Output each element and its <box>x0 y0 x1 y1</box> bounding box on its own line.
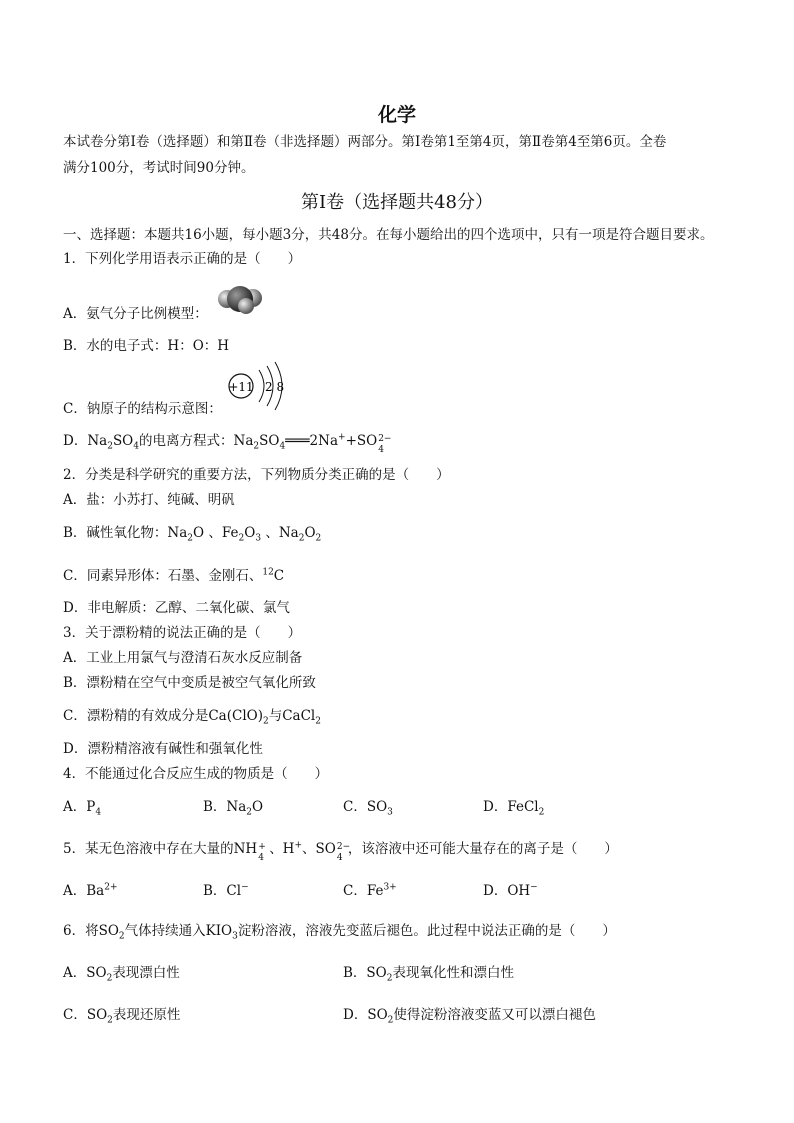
q4-option-a: A．$P_4$ <box>63 799 102 818</box>
page-title: 化学 <box>377 104 416 126</box>
q1-option-d: D．$Na_2SO_4$的电离方程式：$Na_2SO_4═══2Na^++SO$ 2− 4 <box>63 432 392 455</box>
q1-option-b: B．水的电子式：H：O：H <box>63 338 230 354</box>
intro-line-2: 满分100分，考试时间90分钟。 <box>63 160 255 176</box>
q2-option-c: C．同素异形体：石墨、金刚石、$^{12}$C <box>63 567 285 584</box>
q5-stem: 5．某无色溶液中存在大量的NH + 4 、H+、SO 2− 4 ，该溶液中还可能大量存在的离子是（ ） <box>63 840 618 863</box>
q3-option-c: C．漂粉精的有效成分是$Ca(ClO)_2$与CaCl$_2$ <box>63 708 321 727</box>
q6-option-b: B．$SO_2$表现氧化性和漂白性 <box>343 965 514 984</box>
q4-option-b: B．$Na_2O$ <box>203 799 264 818</box>
q5-option-d: D．OH− <box>483 882 538 899</box>
sodium-atom-diagram <box>225 360 295 412</box>
nucleus-label: +11 <box>228 380 254 394</box>
intro-line-1: 本试卷分第Ⅰ卷（选择题）和第Ⅱ卷（非选择题）两部分。第Ⅰ卷第1至第4页，第Ⅱ卷第4至第6页。全卷 <box>63 134 667 150</box>
q2-option-b: B．碱性氧化物：$Na_2O$ 、$Fe_2O_3$ 、$Na_2O_2$ <box>63 525 322 544</box>
ammonia-model-image <box>215 284 265 318</box>
part-heading: 一、选择题：本题共16小题，每小题3分，共48分。在每小题给出的四个选项中，只有一项是符合题目要求。 <box>63 227 714 243</box>
q2-option-a: A．盐：小苏打、纯碱、明矾 <box>63 492 235 508</box>
shell-numbers: 2 8 <box>265 380 285 394</box>
q2-option-d: D．非电解质：乙醇、二氧化碳、氯气 <box>63 600 290 616</box>
q6-option-c: C．$SO_2$表现还原性 <box>63 1007 181 1026</box>
q3-option-d: D．漂粉精溶液有碱性和强氧化性 <box>63 741 263 757</box>
q1-stem: 1．下列化学用语表示正确的是（ ） <box>63 251 302 267</box>
q5-option-c: C．$Fe^{3+}$ <box>343 882 397 899</box>
section-title: 第Ⅰ卷（选择题共48分） <box>300 192 493 213</box>
q4-option-c: C．$SO_3$ <box>343 799 393 818</box>
q6-stem: 6．将$SO_2$气体持续通入$KIO_3$淀粉溶液，溶液先变蓝后褪色。此过程中说法正确的是（ ） <box>63 923 616 942</box>
q3-option-b: B．漂粉精在空气中变质是被空气氧化所致 <box>63 675 316 691</box>
q3-stem: 3．关于漂粉精的说法正确的是（ ） <box>63 625 302 641</box>
q3-option-a: A．工业上用氯气与澄清石灰水反应制备 <box>63 650 303 666</box>
q4-option-d: D．FeCl$_2$ <box>483 799 545 818</box>
q5-option-b: B．Cl− <box>203 882 249 899</box>
q1-option-c: C．钠原子的结构示意图： <box>63 401 222 417</box>
q1-option-a: A．氨气分子比例模型： <box>63 306 208 322</box>
q4-stem: 4．不能通过化合反应生成的物质是（ ） <box>63 766 329 782</box>
q6-option-d: D．$SO_2$使得淀粉溶液变蓝又可以漂白褪色 <box>343 1007 596 1026</box>
q5-option-a: A．$Ba^{2+}$ <box>63 882 118 899</box>
q6-option-a: A．$SO_2$表现漂白性 <box>63 965 180 984</box>
q2-stem: 2．分类是科学研究的重要方法，下列物质分类正确的是（ ） <box>63 467 450 483</box>
